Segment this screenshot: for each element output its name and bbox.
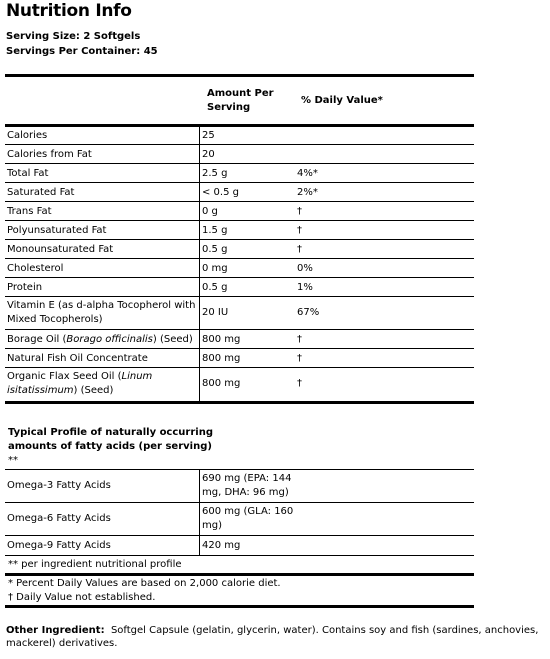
nutrient-name: Cholesterol bbox=[7, 263, 64, 274]
nutrient-amount: 800 mg bbox=[202, 378, 241, 389]
nutrient-name: Protein bbox=[7, 282, 43, 293]
other-ingredients bbox=[6, 624, 546, 650]
fatty-acid-amount-line2: mg) bbox=[202, 520, 222, 531]
other-ingredients-label: Other Ingredient: bbox=[6, 625, 105, 636]
nutrient-amount: 0 mg bbox=[202, 263, 228, 274]
nutrient-name-part: ) (Seed) bbox=[152, 334, 193, 345]
nutrient-amount: 1.5 g bbox=[202, 225, 228, 236]
nutrient-name: Monounsaturated Fat bbox=[7, 244, 114, 255]
footnote-percent-dv: * Percent Daily Values are based on 2,000 calorie diet. bbox=[8, 578, 281, 589]
profile-title bbox=[8, 426, 213, 468]
nutrient-dv: † bbox=[297, 206, 302, 217]
profile-title-marker: ** bbox=[8, 455, 18, 466]
nutrient-dv: 2%* bbox=[297, 187, 318, 198]
nutrient-amount: 20 IU bbox=[202, 307, 229, 318]
table-row bbox=[5, 349, 474, 368]
nutrient-name bbox=[7, 333, 199, 347]
table-row bbox=[5, 202, 474, 221]
footnote-dagger: † Daily Value not established. bbox=[8, 592, 156, 603]
servings-per-container: Servings Per Container: 45 bbox=[6, 46, 158, 57]
fatty-acid-name: Omega-9 Fatty Acids bbox=[7, 540, 111, 551]
serving-size: Serving Size: 2 Softgels bbox=[6, 31, 141, 42]
thick-divider-bottom bbox=[5, 605, 474, 608]
table-row bbox=[5, 368, 474, 400]
thick-divider-mid bbox=[5, 401, 474, 404]
other-ingredients-text: Softgel Capsule (gelatin, glycerin, water). Contains soy and fish (sardines, anchovies, mackerel) derivatives. bbox=[6, 625, 539, 649]
fatty-acid-amount bbox=[202, 472, 312, 500]
nutrient-amount: 2.5 g bbox=[202, 168, 228, 179]
nutrient-dv: † bbox=[297, 244, 302, 255]
fatty-acid-name: Omega-6 Fatty Acids bbox=[7, 513, 111, 524]
table-row bbox=[5, 183, 474, 202]
table-row bbox=[5, 164, 474, 183]
nutrient-amount: 0.5 g bbox=[202, 282, 228, 293]
nutrient-latin-name: Borago officinalis bbox=[66, 334, 153, 345]
nutrient-amount: 20 bbox=[202, 149, 215, 160]
nutrient-dv: 1% bbox=[297, 282, 313, 293]
nutrient-dv: 0% bbox=[297, 263, 313, 274]
nutrient-dv: 4%* bbox=[297, 168, 318, 179]
table-row bbox=[5, 259, 474, 278]
amount-header bbox=[207, 87, 274, 115]
nutrient-name bbox=[7, 299, 199, 327]
nutrient-name-part: ) (Seed) bbox=[73, 385, 114, 396]
nutrient-amount: 0 g bbox=[202, 206, 218, 217]
nutrient-amount: 800 mg bbox=[202, 353, 241, 364]
nutrient-dv: 67% bbox=[297, 307, 320, 318]
table-row bbox=[5, 145, 474, 164]
fatty-acid-amount-line2: mg, DHA: 96 mg) bbox=[202, 487, 289, 498]
fatty-acid-amount-line1: 600 mg (GLA: 160 bbox=[202, 506, 294, 517]
amount-header-line2: Serving bbox=[207, 102, 251, 113]
profile-title-line1: Typical Profile of naturally occurring bbox=[8, 427, 213, 438]
nutrient-name: Natural Fish Oil Concentrate bbox=[7, 353, 148, 364]
nutrient-amount: 800 mg bbox=[202, 334, 241, 345]
fatty-acid-amount-line1: 690 mg (EPA: 144 bbox=[202, 473, 292, 484]
nutrient-name: Total Fat bbox=[7, 168, 49, 179]
dv-header: % Daily Value* bbox=[301, 95, 383, 106]
table-row bbox=[5, 330, 474, 349]
fatty-acid-amount: 420 mg bbox=[202, 540, 241, 551]
nutrient-name: Calories from Fat bbox=[7, 149, 92, 160]
thick-divider-footnotes bbox=[5, 573, 474, 576]
page-title: Nutrition Info bbox=[6, 1, 132, 21]
nutrient-name: Calories bbox=[7, 130, 48, 141]
nutrient-latin-name: Linum bbox=[121, 371, 153, 382]
profile-note: ** per ingredient nutritional profile bbox=[8, 559, 182, 570]
table-row bbox=[5, 127, 474, 145]
nutrient-amount: 0.5 g bbox=[202, 244, 228, 255]
amount-header-line1: Amount Per bbox=[207, 88, 274, 99]
nutrient-name-line2: Mixed Tocopherols) bbox=[7, 314, 103, 325]
nutrient-dv: † bbox=[297, 353, 302, 364]
table-row bbox=[5, 536, 474, 556]
nutrient-latin-name: isitatissimum bbox=[7, 385, 74, 396]
nutrient-name-part: Borage Oil ( bbox=[7, 334, 67, 345]
table-row bbox=[5, 503, 474, 536]
table-row bbox=[5, 278, 474, 297]
nutrient-amount: < 0.5 g bbox=[202, 187, 239, 198]
nutrient-dv: † bbox=[297, 378, 302, 389]
nutrient-dv: † bbox=[297, 334, 302, 345]
thick-divider-top bbox=[5, 74, 474, 77]
nutrient-name bbox=[7, 370, 199, 398]
table-row bbox=[5, 221, 474, 240]
nutrient-name-part: Organic Flax Seed Oil ( bbox=[7, 371, 122, 382]
profile-title-line2: amounts of fatty acids (per serving) bbox=[8, 441, 212, 452]
fatty-acid-amount bbox=[202, 505, 312, 533]
nutrient-name: Trans Fat bbox=[7, 206, 52, 217]
nutrient-dv: † bbox=[297, 225, 302, 236]
nutrient-amount: 25 bbox=[202, 130, 215, 141]
fatty-acid-name: Omega-3 Fatty Acids bbox=[7, 480, 111, 491]
table-row bbox=[5, 470, 474, 503]
nutrient-name-line1: Vitamin E (as d-alpha Tocopherol with bbox=[7, 300, 196, 311]
nutrient-name: Saturated Fat bbox=[7, 187, 75, 198]
table-row bbox=[5, 240, 474, 259]
table-row bbox=[5, 297, 474, 330]
nutrient-name: Polyunsaturated Fat bbox=[7, 225, 107, 236]
